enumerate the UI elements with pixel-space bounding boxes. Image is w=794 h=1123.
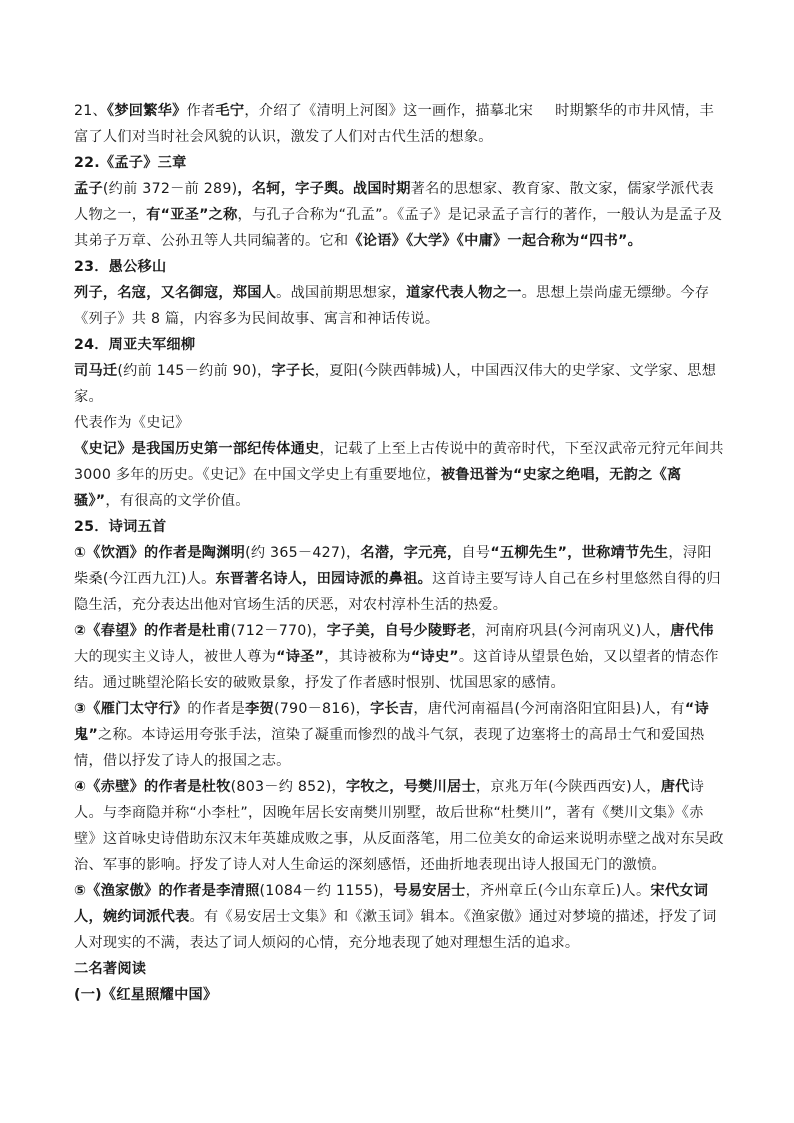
dates: (712－770)， [230,623,327,639]
text: 。有《易安居士文集》和《漱玉词》辑本。《渔家傲》通过对梦境的描述，抒发了词人对现实的不满，表达了词人烦闷的心情，充分地表现了她对理想生活的追求。 [74,909,717,951]
bold-text: 宋代女词人，婉约词派代表 [74,883,709,925]
text: ，其诗被称为 [324,649,411,665]
poem-3 [74,696,724,774]
bold-text: 道家代表人物之一 [406,285,522,301]
bold-text: 有“亚圣”之称 [146,207,238,223]
text: ，齐州章丘(今山东章丘)人。 [465,883,651,899]
author-name: 李贺 [245,701,274,717]
bold-text: 《论语》《大学》《中庸》一起合称为“四书”。 [348,233,643,249]
text: 著名的思想家、教育家、散文家，儒家学派代表人物之一， [74,181,714,223]
heading-24: 24．周亚夫军细柳 [74,337,196,353]
bold-text: “诗圣” [276,649,325,665]
text: ，与孔子合称为“孔孟”。《孟子》是记录孟子言行的著作，一般认为是孟子及其弟子万章、公孙丑等人共同编著的。它和 [74,207,723,249]
text: ，浔阳柴桑(今江西九江)人。 [74,545,712,587]
dates: (790－816)， [273,701,371,717]
text: 之称。本诗运用夸张手法，渲染了凝重而惨烈的战斗气氛，表现了边塞将士的高昂士气和爱国热情，借以抒发了诗人的报国之志。 [74,727,705,769]
text: ，唐代河南福昌(今河南洛阳宜阳县)人，有 [413,701,685,717]
text: ，介绍了《清明上河图》这一画作，描摹北宋 [244,103,534,119]
heading-23: 23．愚公移山 [74,259,167,275]
work-title: 《梦回繁华》 [107,103,187,119]
text: 作者 [186,103,216,119]
text: 诗人。与李商隐并称“小李杜”，因晚年居长安南樊川别墅，故后世称“杜樊川”，著有《樊川文集》《赤壁》这首咏史诗借助东汉末年英雄成败之事，从反面落笔，用二位美女的命运来说明赤壁之战对东吴政治、军事的影响。抒发了诗人对人生命运的深刻感悟，还曲折地表现出诗人报国无门的激愤。 [74,779,724,873]
dates: (约 365－427)， [245,545,361,561]
entry-24-body [74,358,724,410]
bold-text: 《史记》是我国历史第一部纪传体通史 [74,441,320,457]
bold-text: “五柳先生”，世称靖节先生 [490,545,669,561]
text: 。思想上崇尚虚无缥缈。今存《列子》共 8 篇，内容多为民间故事、寓言和神话传说。 [74,285,710,327]
bold-text: ②《春望》的作者是杜甫 [74,623,231,639]
entry-21 [74,98,724,150]
bold-text: “诗鬼” [74,701,709,743]
subsection-heading: (一)《红星照耀中国》 [74,987,218,1003]
author-name: 孟子 [74,181,103,197]
document-body [74,98,724,1008]
poem-5 [74,878,724,956]
bold-text: ，名轲，字子舆。战国时期 [237,181,411,197]
bold-text: 字子长 [271,363,315,379]
text: 大的现实主义诗人，被世人尊为 [74,649,277,665]
section-heading: 二名著阅读 [74,961,147,977]
bold-text: ⑤《渔家傲》的作者是李清照 [74,883,260,899]
bold-text: 字牧之，号樊川居士 [345,779,476,795]
bold-text: 唐代伟 [670,623,714,639]
dates: (1084－约 1155)， [259,883,394,899]
poem-4 [74,774,724,878]
bold-text: ④《赤壁》的作者是杜牧 [74,779,231,795]
text: 。战国前期思想家， [276,285,407,301]
author-name: 毛宁 [215,103,245,119]
entry-22-body [74,176,724,254]
poem-1 [74,540,724,618]
text: 的作者是 [187,701,246,717]
poem-2 [74,618,724,696]
bold-text: 字子美，自号少陵野老 [326,623,472,639]
bold-text: ①《饮酒》的作者是陶渊明 [74,545,246,561]
text: 自号 [461,545,491,561]
text: 。这首诗从望景色始，又以望者的情态作结。通过眺望沦陷长安的破败景象，抒发了作者感时恨别、忧国思家的感情。 [74,649,719,691]
heading-25: 25．诗词五首 [74,519,167,535]
heading-22: 22.《孟子》三章 [74,155,187,171]
entry-23-body [74,280,724,332]
dates: (约前 372－前 289) [102,181,238,197]
bold-text: 被鲁迅誉为“史家之绝唱，无韵之《离骚》” [74,467,682,509]
bold-text: 列子，名寇，又名御寇，郑国人 [74,285,277,301]
bold-text: 字长吉 [370,701,414,717]
text: ，河南府巩县(今河南巩义)人， [471,623,671,639]
entry-number: 21、 [74,103,107,119]
text: ，有很高的文学价值。 [105,493,250,509]
entry-24-shiji [74,436,724,514]
author-name: 司马迁 [74,363,118,379]
bold-text: 号易安居士 [393,883,466,899]
text: 这首诗主要写诗人自己在乡村里悠然自得的归隐生活，充分表达出他对官场生活的厌恶，对农村淳朴生活的热爱。 [74,571,721,613]
dates: (约前 145－约前 90)， [117,363,272,379]
text: 时期繁华的市井风情，丰富了人们对当时社会风貌的认识，激发了人们对古代生活的想象。 [74,103,714,145]
text: ，记载了上至上古传说中的黄帝时代，下至汉武帝元狩元年间共 3000 多年的历史。《史记》在中国文学史上有重要地位， [74,441,724,483]
dates: (803－约 852)， [230,779,346,795]
text: ，夏阳(今陕西韩城)人，中国西汉伟大的史学家、文学家、思想家。 [74,363,717,405]
bold-text: 东晋著名诗人，田园诗派的鼻祖。 [215,571,433,587]
bold-text: “诗史” [410,649,459,665]
entry-24-representative: 代表作为《史记》 [74,415,190,431]
bold-text: 名潜，字元亮， [360,545,462,561]
text: ，京兆万年(今陕西西安)人， [475,779,661,795]
bold-text: ③《雁门太守行》 [74,701,188,717]
bold-text: 唐代 [660,779,690,795]
